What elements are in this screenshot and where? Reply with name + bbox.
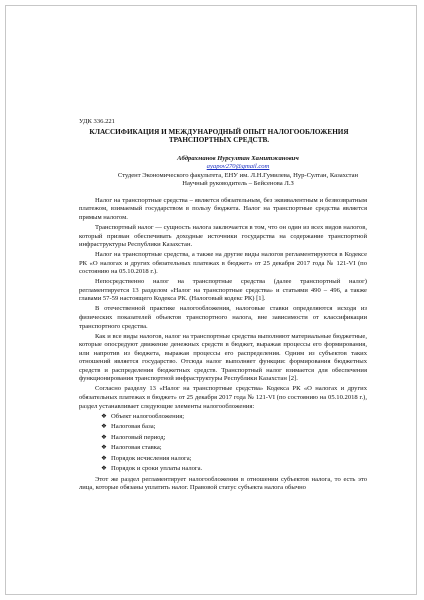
list-item-text: Налоговая база; (111, 423, 156, 431)
bullet-icon: ❖ (101, 465, 107, 473)
closing-paragraph: Этот же раздел регламентирует налогообложения в отношении субъектов налога, то есть это лица, которые обязаны уплатить налог. Правовой статус субъекта налога обычно (79, 475, 367, 492)
list-item-text: Налоговая ставка; (111, 444, 162, 452)
body-paragraph: Транспортный налог — сущность налога заключается в том, что он один из всех видов налогов, который призван обеспечивать доходные источники государства на содержание транспортной инфраструктуры Республики Казахстан. (79, 224, 367, 249)
list-item (101, 455, 367, 464)
supervisor: Научный руководитель – Бейсенова Л.З (182, 180, 294, 188)
body-paragraph: В отечественной практике налогообложения, налоговые ставки определяются исходя из физических показателей объектов транспортного налога, вне зависимости от классификации транспортного средства. (79, 305, 367, 330)
body-paragraph: Согласно разделу 13 «Налог на транспортные средства» Кодекса РК «О налогах и других обязательных платежах в бюджет» от 25 декабря 2017 года № 121-VI (по состоянию на 05.10.2018 г.), раздел устанавливает следующие элементы налогообложения: (79, 385, 367, 410)
author-name: Абдрахманов Нурсултан Хамитжанович (177, 154, 299, 162)
list-item (101, 434, 367, 443)
bullet-icon: ❖ (101, 412, 107, 420)
author-affiliation: Студент Экономического факультета, ЕНУ им. Л.Н.Гумилева, Нур-Султан, Казахстан (117, 171, 359, 179)
list-item (101, 444, 367, 453)
bullet-icon: ❖ (101, 444, 107, 452)
list-item-text: Налоговый период; (111, 433, 166, 441)
taxation-elements-list (79, 413, 367, 474)
article-title: КЛАССИФИКАЦИЯ И МЕЖДУНАРОДНЫЙ ОПЫТ НАЛОГООБЛОЖЕНИЯ ТРАНСПОРТНЫХ СРЕДСТВ. (89, 127, 349, 145)
list-item-text: Объект налогообложения; (111, 412, 185, 420)
body-paragraph: Налог на транспортные средства – является обязательным, без эквивалентным и безвозвратным платежом, взимаемый государством в пользу бюджета. Налог на транспортные средства является прямым налогом. (79, 196, 367, 222)
list-item (101, 423, 367, 432)
list-item-text: Порядок и сроки уплаты налога. (111, 465, 203, 473)
author-block (79, 155, 367, 189)
list-item (101, 465, 367, 474)
document-page (79, 118, 367, 494)
body-paragraph: Непосредственно налог на транспортные средства (далее транспортный налог) регламентируется 13 разделом «Налог на транспортные средства» и статьями 490 – 496, а также главами 57-59 настоящего Кодекса РК. (Налоговый кодекс РК) [1]. (79, 278, 367, 303)
bullet-icon: ❖ (101, 433, 107, 441)
list-item (101, 413, 367, 422)
bullet-icon: ❖ (101, 454, 107, 462)
bullet-icon: ❖ (101, 423, 107, 431)
body-paragraph: Как и все виды налогов, налог на транспортные средства выполняют материальные бюджетные, которые опосредуют движение денежных средств в бюджет, выражая процессы его формирования, или напротив из бюджета, выражая процессы его распределения. Одним из субъектов таких отношений является государство. Отсюда налог выполняет функции: формирования бюджетных средств и распределения бюджетных средств. Транспортный налог взимается для обеспечения функционирования транспортной инфраструктуры Республики Казахстан [2]. (79, 332, 367, 383)
body-paragraph: Налог на транспортные средства, а также на другие виды налогов регламентируются в Кодексе РК «О налогах и других обязательных платежах в бюджет» от 25 декабря 2017 года № 121-VI (по состоянию на 05.10.2018 г.). (79, 251, 367, 276)
list-item-text: Порядок исчисления налога; (111, 454, 192, 462)
author-email[interactable]: ayapov270@gmail.com (206, 163, 270, 171)
udk-code: УДК 336.221 (79, 118, 115, 125)
